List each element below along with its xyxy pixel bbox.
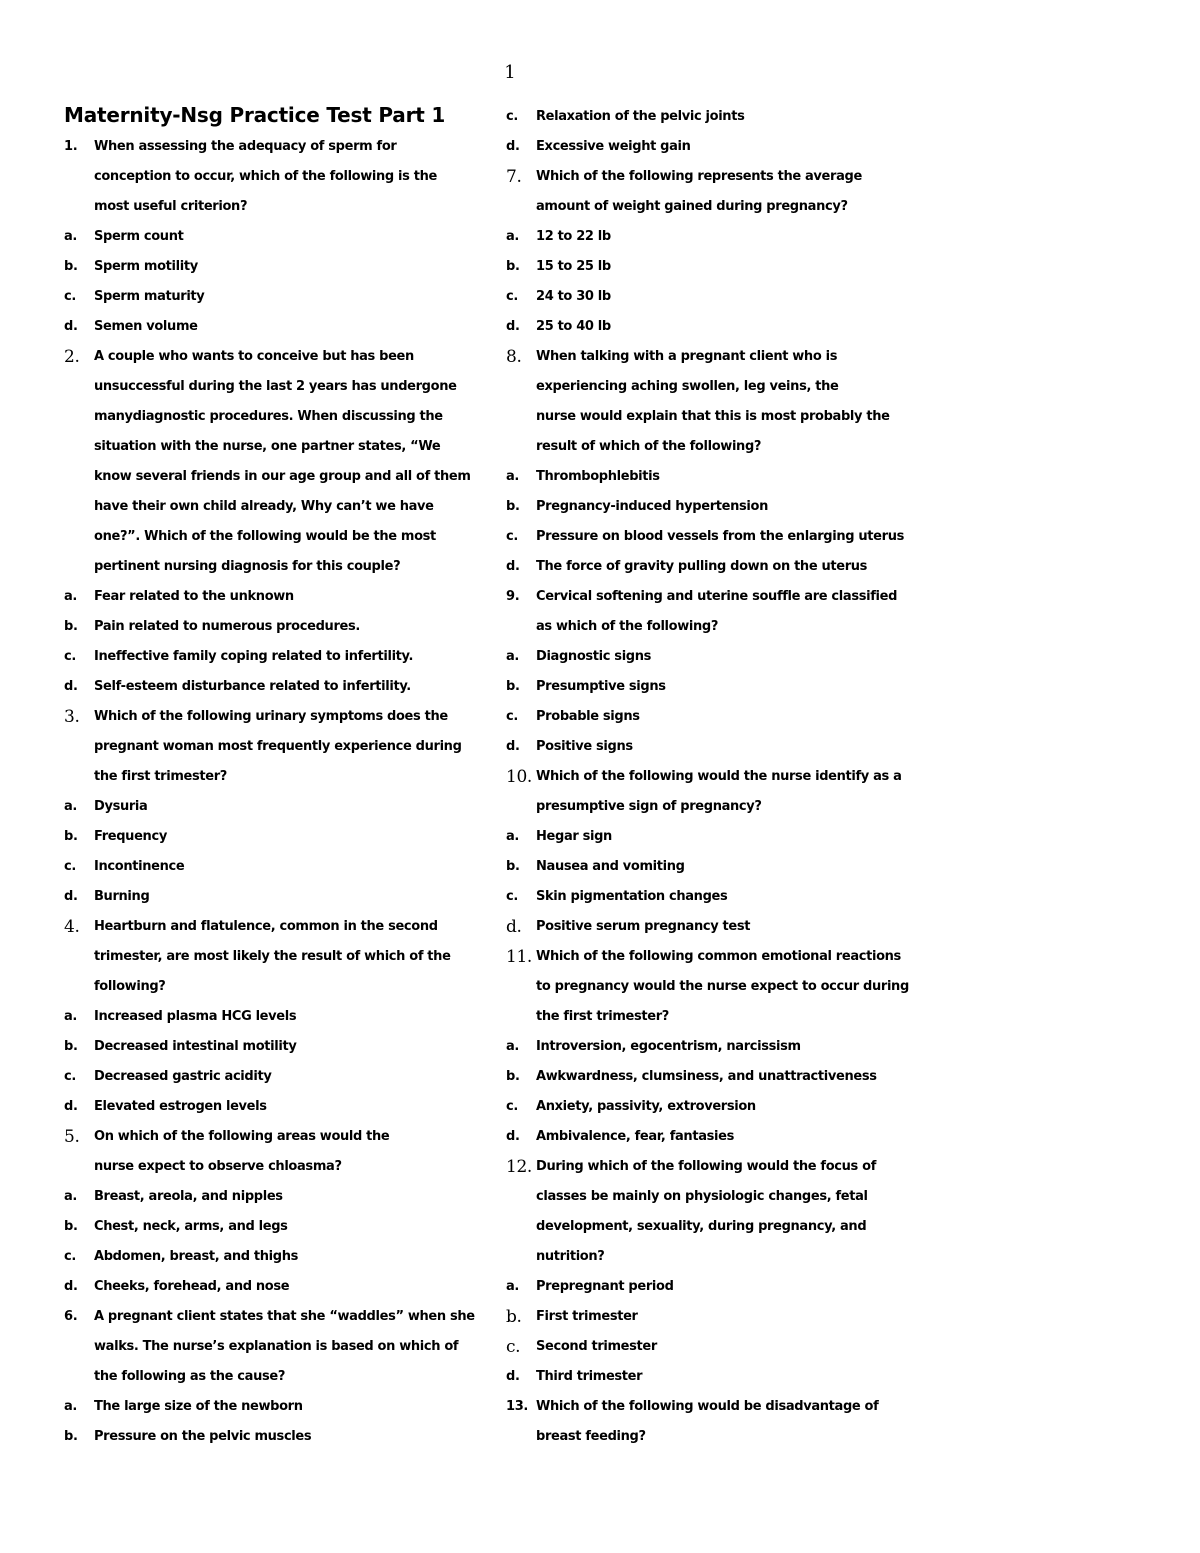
answer-option	[506, 702, 936, 732]
option-letter: d.	[506, 559, 520, 574]
question-line	[506, 1392, 936, 1422]
option-letter: c.	[506, 709, 518, 724]
option-text: Prepregnant period	[536, 1279, 674, 1294]
question-number	[506, 402, 536, 432]
question-line	[506, 972, 936, 1002]
option-text: The force of gravity pulling down on the uterus	[536, 559, 868, 574]
question-line	[506, 402, 936, 432]
question-line	[64, 192, 494, 222]
question-text: unsuccessful during the last 2 years has undergone	[94, 379, 457, 394]
option-text: Thrombophlebitis	[536, 469, 660, 484]
question-text: nutrition?	[536, 1249, 605, 1264]
answer-option	[64, 582, 494, 612]
question-line	[64, 762, 494, 792]
question-number	[64, 162, 94, 192]
option-text: Increased plasma HCG levels	[94, 1009, 297, 1024]
option-letter: b.	[64, 1039, 78, 1054]
option-letter: b.	[506, 859, 520, 874]
option-text: Introversion, egocentrism, narcissism	[536, 1039, 801, 1054]
question-text: nurse would explain that this is most probably the	[536, 409, 890, 424]
answer-option	[64, 1002, 494, 1032]
option-letter: b.	[64, 829, 78, 844]
question-line	[64, 1152, 494, 1182]
question-text: as which of the following?	[536, 619, 719, 634]
option-text: Pain related to numerous procedures.	[94, 619, 360, 634]
question-text: the following as the cause?	[94, 1369, 286, 1384]
question-line	[506, 342, 936, 372]
option-text: Decreased gastric acidity	[94, 1069, 272, 1084]
option-letter: b.	[506, 1069, 520, 1084]
answer-option	[506, 1302, 936, 1332]
option-letter: d.	[506, 1369, 520, 1384]
option-letter: d.	[64, 319, 78, 334]
question-text: one?”. Which of the following would be the most	[94, 529, 436, 544]
option-letter: c.	[64, 649, 76, 664]
answer-option	[64, 672, 494, 702]
question-text: On which of the following areas would the	[94, 1129, 390, 1144]
answer-option	[64, 1392, 494, 1422]
option-text: Positive signs	[536, 739, 633, 754]
option-letter: d.	[64, 679, 78, 694]
option-letter: c.	[506, 529, 518, 544]
question-number: 7.	[506, 167, 522, 187]
question-number: 1.	[64, 139, 78, 154]
option-text: Skin pigmentation changes	[536, 889, 728, 904]
option-letter: d.	[506, 139, 520, 154]
answer-option	[506, 222, 936, 252]
question-number	[64, 942, 94, 972]
answer-option	[64, 612, 494, 642]
question-text: A pregnant client states that she “waddles” when she	[94, 1309, 475, 1324]
document-title: Maternity-Nsg Practice Test Part 1	[64, 103, 446, 127]
answer-option	[506, 822, 936, 852]
question-line	[64, 972, 494, 1002]
option-letter: a.	[64, 1399, 78, 1414]
question-number	[506, 1242, 536, 1272]
option-letter: c.	[64, 289, 76, 304]
question-text: the first trimester?	[536, 1009, 669, 1024]
option-letter: d.	[64, 1279, 78, 1294]
question-number: 10.	[506, 767, 532, 787]
question-number	[64, 192, 94, 222]
question-number	[64, 1152, 94, 1182]
option-text: Ambivalence, fear, fantasies	[536, 1129, 734, 1144]
answer-option	[506, 282, 936, 312]
question-number	[64, 492, 94, 522]
question-text: walks. The nurse’s explanation is based on which of	[94, 1339, 459, 1354]
right-column	[506, 102, 936, 1452]
option-letter: c.	[506, 289, 518, 304]
question-number: 8.	[506, 347, 522, 367]
question-text: the first trimester?	[94, 769, 227, 784]
answer-option	[506, 1362, 936, 1392]
option-text: Self-esteem disturbance related to infertility.	[94, 679, 411, 694]
question-text: classes be mainly on physiologic changes, fetal	[536, 1189, 868, 1204]
answer-option	[64, 1032, 494, 1062]
option-letter: b.	[64, 619, 78, 634]
answer-option	[506, 132, 936, 162]
option-letter: c.	[506, 889, 518, 904]
answer-option	[506, 672, 936, 702]
answer-option	[64, 1062, 494, 1092]
option-letter: a.	[506, 1279, 520, 1294]
option-letter: d.	[64, 1099, 78, 1114]
option-text: Pressure on blood vessels from the enlarging uterus	[536, 529, 904, 544]
option-text: Pressure on the pelvic muscles	[94, 1429, 312, 1444]
option-letter: d.	[64, 889, 78, 904]
question-number	[506, 192, 536, 222]
option-text: Second trimester	[536, 1339, 657, 1354]
question-text: Which of the following would be disadvantage of	[536, 1399, 879, 1414]
question-number: 13.	[506, 1399, 528, 1414]
question-text: breast feeding?	[536, 1429, 646, 1444]
answer-option	[64, 792, 494, 822]
option-letter: a.	[506, 229, 520, 244]
question-line	[64, 1122, 494, 1152]
option-letter: a.	[506, 469, 520, 484]
option-letter: c.	[506, 1099, 518, 1114]
answer-option	[64, 252, 494, 282]
option-letter: a.	[64, 229, 78, 244]
answer-option	[506, 1272, 936, 1302]
question-number: 5.	[64, 1127, 80, 1147]
answer-option	[506, 882, 936, 912]
question-text: When talking with a pregnant client who is	[536, 349, 838, 364]
answer-option	[64, 282, 494, 312]
answer-option	[64, 852, 494, 882]
question-text: pertinent nursing diagnosis for this couple?	[94, 559, 401, 574]
question-line	[506, 1242, 936, 1272]
question-text: to pregnancy would the nurse expect to occur during	[536, 979, 909, 994]
option-text: Breast, areola, and nipples	[94, 1189, 283, 1204]
question-number	[64, 1362, 94, 1392]
question-number	[64, 372, 94, 402]
option-text: Frequency	[94, 829, 167, 844]
question-line	[64, 132, 494, 162]
answer-option	[506, 732, 936, 762]
question-line	[64, 372, 494, 402]
question-line	[64, 492, 494, 522]
question-line	[64, 1332, 494, 1362]
option-text: First trimester	[536, 1309, 638, 1324]
question-number	[506, 1182, 536, 1212]
question-line	[64, 1302, 494, 1332]
option-letter: c.	[64, 1069, 76, 1084]
question-number	[64, 432, 94, 462]
question-line	[64, 162, 494, 192]
right-question-list	[506, 102, 936, 1452]
question-number	[506, 432, 536, 462]
question-line	[64, 432, 494, 462]
question-number	[64, 462, 94, 492]
answer-option	[506, 462, 936, 492]
left-column	[64, 100, 494, 1452]
answer-option	[506, 552, 936, 582]
option-text: Excessive weight gain	[536, 139, 691, 154]
question-number	[506, 612, 536, 642]
option-letter: a.	[506, 649, 520, 664]
question-line	[506, 1002, 936, 1032]
answer-option	[506, 912, 936, 942]
answer-option	[64, 1422, 494, 1452]
option-text: Sperm maturity	[94, 289, 205, 304]
option-letter: c.	[506, 1337, 521, 1357]
question-text: most useful criterion?	[94, 199, 248, 214]
question-line	[506, 612, 936, 642]
question-text: manydiagnostic procedures. When discussing the	[94, 409, 443, 424]
option-text: Decreased intestinal motility	[94, 1039, 297, 1054]
option-text: 25 to 40 lb	[536, 319, 611, 334]
option-text: The large size of the newborn	[94, 1399, 303, 1414]
option-text: Sperm motility	[94, 259, 198, 274]
question-text: amount of weight gained during pregnancy?	[536, 199, 848, 214]
option-letter: c.	[64, 859, 76, 874]
answer-option	[506, 1122, 936, 1152]
answer-option	[506, 522, 936, 552]
page-number: 1	[504, 62, 516, 83]
option-letter: b.	[506, 499, 520, 514]
question-line	[506, 162, 936, 192]
question-line	[64, 702, 494, 732]
question-line	[506, 1182, 936, 1212]
question-text: Which of the following represents the average	[536, 169, 862, 184]
option-letter: a.	[64, 799, 78, 814]
question-text: nurse expect to observe chloasma?	[94, 1159, 342, 1174]
answer-option	[64, 882, 494, 912]
question-line	[64, 552, 494, 582]
answer-option	[506, 312, 936, 342]
answer-option	[506, 852, 936, 882]
question-number: 2.	[64, 347, 80, 367]
answer-option	[64, 312, 494, 342]
question-text: When assessing the adequacy of sperm for	[94, 139, 397, 154]
option-letter: a.	[64, 1189, 78, 1204]
answer-option	[506, 1062, 936, 1092]
answer-option	[506, 1332, 936, 1362]
question-number: 6.	[64, 1309, 78, 1324]
option-letter: d.	[506, 319, 520, 334]
question-line	[506, 432, 936, 462]
question-number: 9.	[506, 589, 520, 604]
answer-option	[506, 492, 936, 522]
question-text: following?	[94, 979, 166, 994]
question-text: presumptive sign of pregnancy?	[536, 799, 762, 814]
question-text: conception to occur, which of the following is the	[94, 169, 437, 184]
question-number	[64, 1332, 94, 1362]
option-letter: c.	[64, 1249, 76, 1264]
option-letter: b.	[64, 1429, 78, 1444]
question-number	[64, 402, 94, 432]
answer-option	[506, 1092, 936, 1122]
question-number: 4.	[64, 917, 80, 937]
option-letter: d.	[506, 1129, 520, 1144]
answer-option	[506, 252, 936, 282]
question-line	[64, 912, 494, 942]
question-text: Which of the following common emotional reactions	[536, 949, 901, 964]
option-text: 24 to 30 lb	[536, 289, 611, 304]
question-line	[64, 1362, 494, 1392]
option-text: Positive serum pregnancy test	[536, 919, 751, 934]
option-letter: c.	[506, 109, 518, 124]
question-number: 11.	[506, 947, 532, 967]
question-line	[506, 1152, 936, 1182]
question-line	[64, 402, 494, 432]
answer-option	[506, 1032, 936, 1062]
option-letter: a.	[64, 1009, 78, 1024]
option-text: Hegar sign	[536, 829, 612, 844]
question-number	[506, 792, 536, 822]
option-text: Nausea and vomiting	[536, 859, 685, 874]
option-text: Chest, neck, arms, and legs	[94, 1219, 288, 1234]
answer-option	[64, 1212, 494, 1242]
answer-option	[64, 822, 494, 852]
question-text: Which of the following would the nurse identify as a	[536, 769, 902, 784]
question-text: experiencing aching swollen, leg veins, the	[536, 379, 839, 394]
question-line	[506, 762, 936, 792]
question-text: result of which of the following?	[536, 439, 762, 454]
option-text: Incontinence	[94, 859, 185, 874]
question-number: 3.	[64, 707, 80, 727]
option-letter: b.	[64, 259, 78, 274]
option-text: Pregnancy-induced hypertension	[536, 499, 768, 514]
question-text: have their own child already, Why can’t we have	[94, 499, 434, 514]
question-line	[64, 342, 494, 372]
answer-option	[64, 1092, 494, 1122]
question-text: know several friends in our age group and all of them	[94, 469, 471, 484]
question-text: trimester, are most likely the result of which of the	[94, 949, 451, 964]
question-text: development, sexuality, during pregnancy, and	[536, 1219, 867, 1234]
question-text: During which of the following would the focus of	[536, 1159, 877, 1174]
question-text: Which of the following urinary symptoms does the	[94, 709, 448, 724]
answer-option	[506, 102, 936, 132]
option-text: Elevated estrogen levels	[94, 1099, 267, 1114]
option-text: Probable signs	[536, 709, 640, 724]
answer-option	[64, 642, 494, 672]
option-text: Burning	[94, 889, 150, 904]
question-text: A couple who wants to conceive but has been	[94, 349, 414, 364]
question-line	[506, 192, 936, 222]
question-number	[64, 522, 94, 552]
option-text: Anxiety, passivity, extroversion	[536, 1099, 756, 1114]
option-text: Third trimester	[536, 1369, 643, 1384]
question-number	[64, 732, 94, 762]
option-text: Relaxation of the pelvic joints	[536, 109, 745, 124]
question-text: situation with the nurse, one partner states, “We	[94, 439, 441, 454]
option-letter: b.	[506, 259, 520, 274]
question-number	[506, 372, 536, 402]
option-text: Abdomen, breast, and thighs	[94, 1249, 299, 1264]
option-letter: b.	[506, 679, 520, 694]
option-text: Cheeks, forehead, and nose	[94, 1279, 290, 1294]
option-text: 12 to 22 lb	[536, 229, 611, 244]
question-line	[506, 1422, 936, 1452]
option-text: Fear related to the unknown	[94, 589, 294, 604]
option-letter: b.	[506, 1307, 522, 1327]
question-number	[64, 972, 94, 1002]
question-number	[506, 1212, 536, 1242]
option-text: Sperm count	[94, 229, 184, 244]
question-text: Cervical softening and uterine souffle are classified	[536, 589, 898, 604]
option-text: Awkwardness, clumsiness, and unattractiveness	[536, 1069, 877, 1084]
question-number	[64, 552, 94, 582]
option-text: Diagnostic signs	[536, 649, 652, 664]
answer-option	[64, 1242, 494, 1272]
option-letter: b.	[64, 1219, 78, 1234]
question-line	[64, 942, 494, 972]
option-letter: a.	[506, 829, 520, 844]
question-text: pregnant woman most frequently experience during	[94, 739, 462, 754]
question-line	[506, 792, 936, 822]
question-number	[64, 762, 94, 792]
question-number: 12.	[506, 1157, 532, 1177]
question-line	[506, 372, 936, 402]
question-text: Heartburn and flatulence, common in the second	[94, 919, 438, 934]
question-number	[506, 972, 536, 1002]
answer-option	[64, 1272, 494, 1302]
answer-option	[506, 642, 936, 672]
option-letter: a.	[506, 1039, 520, 1054]
question-line	[64, 462, 494, 492]
option-text: Presumptive signs	[536, 679, 666, 694]
answer-option	[64, 1182, 494, 1212]
question-line	[64, 522, 494, 552]
option-text: 15 to 25 lb	[536, 259, 611, 274]
question-line	[506, 1212, 936, 1242]
question-line	[64, 732, 494, 762]
option-letter: a.	[64, 589, 78, 604]
question-number	[506, 1002, 536, 1032]
left-question-list	[64, 132, 494, 1452]
option-text: Dysuria	[94, 799, 148, 814]
question-number	[506, 1422, 536, 1452]
answer-option	[64, 222, 494, 252]
question-line	[506, 582, 936, 612]
option-letter: d.	[506, 739, 520, 754]
option-text: Semen volume	[94, 319, 198, 334]
option-letter: d.	[506, 917, 522, 937]
option-text: Ineffective family coping related to infertility.	[94, 649, 414, 664]
question-line	[506, 942, 936, 972]
